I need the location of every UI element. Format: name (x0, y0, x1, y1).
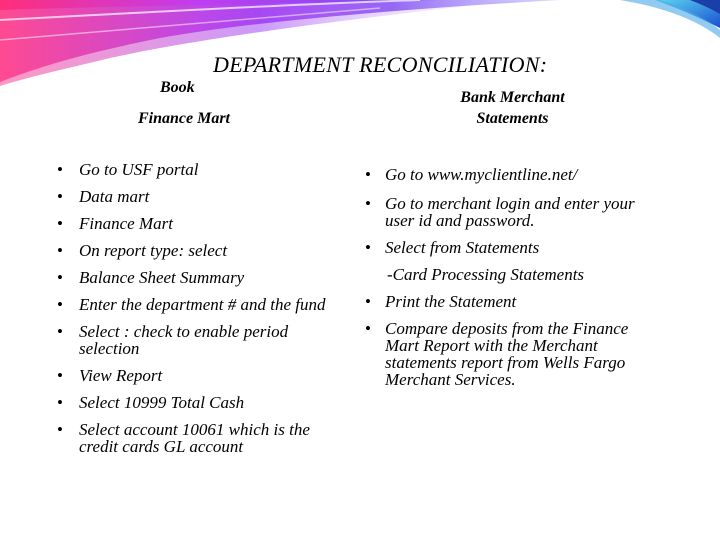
list-item-text: On report type: select (79, 241, 228, 260)
bullet-icon: • (365, 194, 371, 213)
bullet-icon: • (57, 420, 63, 439)
book-label: Book (160, 79, 195, 96)
list-item-text: Balance Sheet Summary (79, 268, 245, 287)
bullet-icon: • (365, 165, 371, 184)
finance-mart-label: Finance Mart (137, 110, 230, 127)
bullet-icon: • (365, 292, 371, 311)
list-item (365, 266, 635, 283)
list-item-text: Select : check to enable period selection (79, 322, 289, 358)
list-item-text: -Card Processing Statements (387, 265, 585, 284)
bullet-icon: • (57, 366, 63, 385)
bank-merchant-steps (365, 166, 635, 388)
list-item-text: View Report (79, 366, 163, 385)
list-item (57, 215, 337, 232)
list-item-text: Enter the department # and the fund (79, 295, 326, 314)
list-item (365, 293, 635, 310)
bullet-icon: • (57, 160, 63, 179)
bullet-icon: • (57, 241, 63, 260)
bullet-icon: • (57, 187, 63, 206)
bullet-icon: • (57, 268, 63, 287)
list-item-text: Select account 10061 which is the credit cards GL account (79, 420, 310, 456)
list-item (57, 323, 337, 357)
list-item-text: Go to www.myclientline.net/ (385, 165, 578, 184)
list-item-text: Print the Statement (385, 292, 517, 311)
bank-merchant-heading: Bank Merchant Statements (460, 89, 565, 127)
list-item (365, 195, 635, 229)
list-item-text: Data mart (79, 187, 150, 206)
list-item (365, 239, 635, 256)
list-item (57, 367, 337, 384)
bullet-icon: • (57, 322, 63, 341)
bullet-icon: • (57, 393, 63, 412)
list-item (57, 161, 337, 178)
bullet-icon: • (57, 295, 63, 314)
list-item (365, 320, 635, 388)
list-item-text: Go to merchant login and enter your user id and password. (385, 194, 635, 230)
list-item (57, 269, 337, 286)
list-item-text: Go to USF portal (79, 160, 199, 179)
list-item-text: Compare deposits from the Finance Mart Report with the Merchant statements report from Wells Fargo Merchant Services. (385, 319, 629, 389)
finance-mart-steps (57, 161, 337, 465)
list-item-text: Select from Statements (385, 238, 540, 257)
list-item (57, 296, 337, 313)
bullet-icon: • (365, 238, 371, 257)
list-item (57, 421, 337, 455)
list-item (57, 188, 337, 205)
list-item (57, 394, 337, 411)
list-item (57, 242, 337, 259)
list-item (365, 166, 635, 183)
list-item-text: Finance Mart (79, 214, 173, 233)
bullet-icon: • (365, 319, 371, 338)
bullet-icon: • (57, 214, 63, 233)
list-item-text: Select 10999 Total Cash (79, 393, 245, 412)
page-title: DEPARTMENT RECONCILIATION: (213, 52, 548, 77)
